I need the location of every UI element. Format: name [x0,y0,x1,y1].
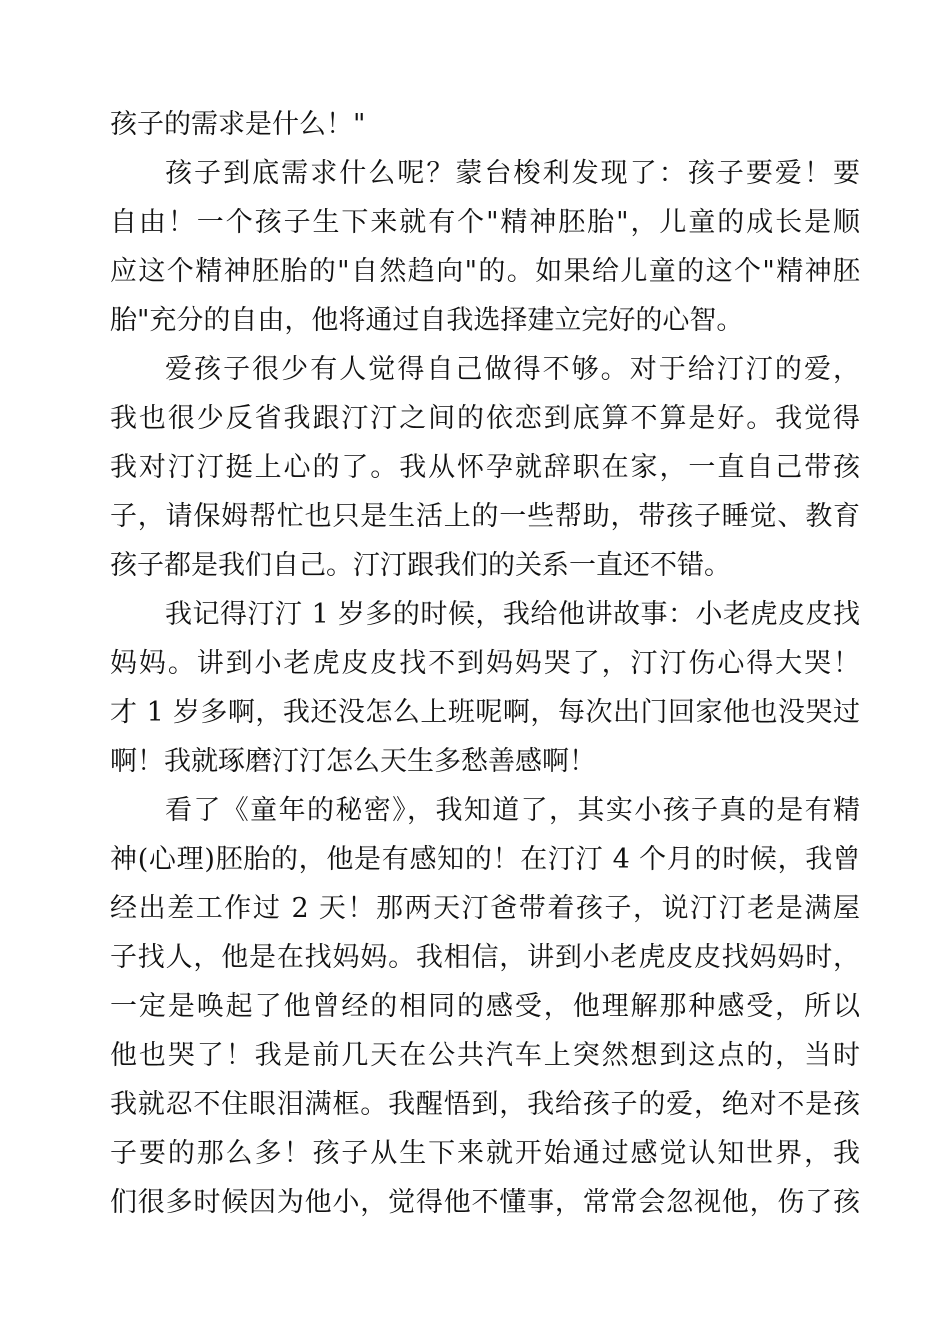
text-line: 孩子的需求是什么！" [110,109,366,140]
text-line: 胎"充分的自由，他将通过自我选择建立完好的心智。 [110,305,744,336]
text-line: 爱孩子很少有人觉得自己做得不够。对于给汀汀的爱， [165,354,860,385]
text-line: 神(心理)胚胎的，他是有感知的！在汀汀 4 个月的时候，我曾 [110,844,860,875]
text-line: 们很多时候因为他小，觉得他不懂事，常常会忽视他，伤了孩 [110,1187,860,1218]
text-line: 妈妈。讲到小老虎皮皮找不到妈妈哭了，汀汀伤心得大哭！ [110,648,860,679]
text-line: 自由！一个孩子生下来就有个"精神胚胎"，儿童的成长是顺 [110,207,860,238]
paragraph [110,345,860,590]
text-line: 我对汀汀挺上心的了。我从怀孕就辞职在家，一直自己带孩 [110,452,860,483]
text-line: 经出差工作过 2 天！那两天汀爸带着孩子，说汀汀老是满屋 [110,893,860,924]
text-line: 啊！我就琢磨汀汀怎么天生多愁善感啊！ [110,746,596,777]
text-line: 应这个精神胚胎的"自然趋向"的。如果给儿童的这个"精神胚 [110,256,860,287]
text-line: 我就忍不住眼泪满框。我醒悟到，我给孩子的爱，绝对不是孩 [110,1089,860,1120]
text-line: 我也很少反省我跟汀汀之间的依恋到底算不算是好。我觉得 [110,403,860,434]
paragraph [110,786,860,1227]
text-line: 才 1 岁多啊，我还没怎么上班呢啊，每次出门回家他也没哭过 [110,697,860,728]
text-line: 他也哭了！我是前几天在公共汽车上突然想到这点的，当时 [110,1040,860,1071]
text-line: 孩子到底需求什么呢？蒙台梭利发现了：孩子要爱！要 [165,158,860,189]
text-line: 子，请保姆帮忙也只是生活上的一些帮助，带孩子睡觉、教育 [110,501,860,532]
text-line: 我记得汀汀 1 岁多的时候，我给他讲故事：小老虎皮皮找 [165,599,860,630]
document-page [110,100,860,1227]
text-line: 孩子都是我们自己。汀汀跟我们的关系一直还不错。 [110,550,731,581]
paragraph [110,149,860,345]
text-line: 一定是唤起了他曾经的相同的感受，他理解那种感受，所以 [110,991,860,1022]
text-line: 子找人，他是在找妈妈。我相信，讲到小老虎皮皮找妈妈时， [110,942,860,973]
text-line: 子要的那么多！孩子从生下来就开始通过感觉认知世界，我 [110,1138,860,1169]
paragraph [110,590,860,786]
paragraph [110,100,860,149]
text-line: 看了《童年的秘密》，我知道了，其实小孩子真的是有精 [165,795,860,826]
